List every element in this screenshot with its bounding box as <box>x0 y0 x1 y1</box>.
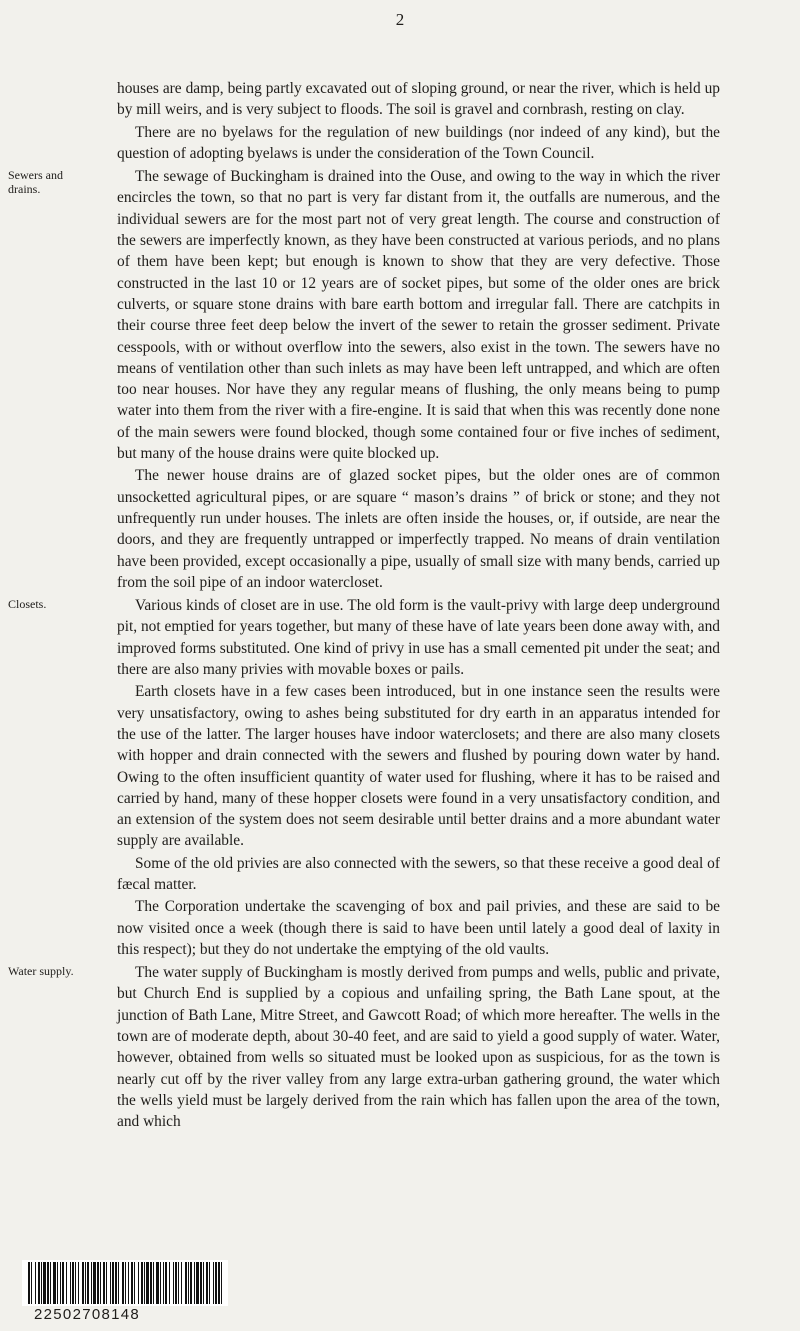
paragraph: Earth closets have in a few cases been introduced, but in one instance seen the results were very unsatisfactory, owing to ashes being substituted for dry earth in an apparatus intended for the use of the latter. The larger houses have indoor waterclosets; and there are also many closets with hopper and drain connected with the sewers and flushed by pouring down water by hand. Owing to the often insufficient quantity of water used for flushing, where it has to be raised and carried by hand, many of these hopper closets were found in a very unsatisfactory condition, and an extension of the system does not seem desirable until better drains and a more abundant water supply are available. <box>117 683 720 850</box>
barcode-number: 22502708148 <box>34 1306 141 1323</box>
section-water-supply <box>8 962 720 1132</box>
paragraph: The newer house drains are of glazed socket pipes, but the older ones are of common unsocketted agricultural pipes, or are square “ mason’s drains ” of brick or stone; and they not unfrequently run under houses. The inlets are often inside the houses, or, if outside, are near the doors, and they are frequently untrapped or imperfectly trapped. No means of drain ventilation have been provided, except occasionally a pipe, usually of small size with many bends, carried up from the soil pipe of an indoor watercloset. <box>117 467 720 591</box>
section-intro <box>117 78 720 164</box>
body-text <box>8 78 720 1133</box>
paragraph: The water supply of Buckingham is mostly derived from pumps and wells, public and private, but Church End is supplied by a copious and unfailing spring, the Bath Lane spout, at the junction of Bath Lane, Mitre Street, and Gawcott Road; of which more hereafter. The wells in the town are of moderate depth, about 30-40 feet, and are said to yield a good supply of water. Water, however, obtained from wells so situated must be looked upon as suspicious, for as the town is nearly cut off by the river valley from any large extra-urban gathering ground, the water which the wells yield must be largely derived from the rain which has fallen upon the area of the town, and which <box>117 964 720 1131</box>
page-number: 2 <box>395 10 405 29</box>
paragraph: Various kinds of closet are in use. The old form is the vault-privy with large deep underground pit, not emptied for years together, but many of these have of late years been done away with, and improved forms substituted. One kind of privy in use has a small cemented pit under the seat; and there are also many privies with movable boxes or pails. <box>117 597 720 679</box>
paragraph: houses are damp, being partly excavated out of sloping ground, or near the river, which is held up by mill weirs, and is very subject to floods. The soil is gravel and cornbrash, resting on clay. <box>117 80 720 119</box>
library-barcode <box>22 1260 228 1323</box>
margin-note-closets: Closets. <box>8 597 47 612</box>
barcode-icon <box>22 1260 228 1306</box>
margin-note-water: Water supply. <box>8 964 74 979</box>
margin-note-sewers: Sewers and drains. <box>8 168 63 197</box>
section-sewers-and-drains <box>8 166 720 593</box>
paragraph: The sewage of Buckingham is drained into the Ouse, and owing to the way in which the river encircles the town, so that no part is very far distant from it, the outfalls are numerous, and the individual sewers are for the most part not of very great length. The course and construction of the sewers are imperfectly known, as they have been constructed at various periods, and no plans of them have been kept; but enough is known to show that they are very defective. Those constructed in the last 10 or 12 years are of socket pipes, but some of the older ones are brick culverts, or square stone drains with bare earth bottom and irregular fall. There are catchpits in their course three feet deep below the invert of the sewer to retain the grosser sediment. Private cesspools, with or without overflow into the sewers, also exist in the town. The sewers have no means of ventilation other than such inlets as may have been left untrapped, and which are often too near houses. Nor have they any regular means of flushing, the only means being to pump water into them from the river with a fire-engine. It is said that when this was recently done none of the main sewers were found blocked, though some contained four or five inches of sediment, but many of the house drains were quite blocked up. <box>117 168 720 463</box>
section-closets <box>8 595 720 960</box>
paragraph: The Corporation undertake the scavenging of box and pail privies, and these are said to be now visited once a week (though there is said to have been until lately a good deal of laxity in this respect); but they do not undertake the emptying of the old vaults. <box>117 898 720 958</box>
paragraph: Some of the old privies are also connected with the sewers, so that these receive a good deal of fæcal matter. <box>117 854 720 893</box>
paragraph: There are no byelaws for the regulation of new buildings (nor indeed of any kind), but the question of adopting byelaws is under the consideration of the Town Council. <box>117 123 720 162</box>
